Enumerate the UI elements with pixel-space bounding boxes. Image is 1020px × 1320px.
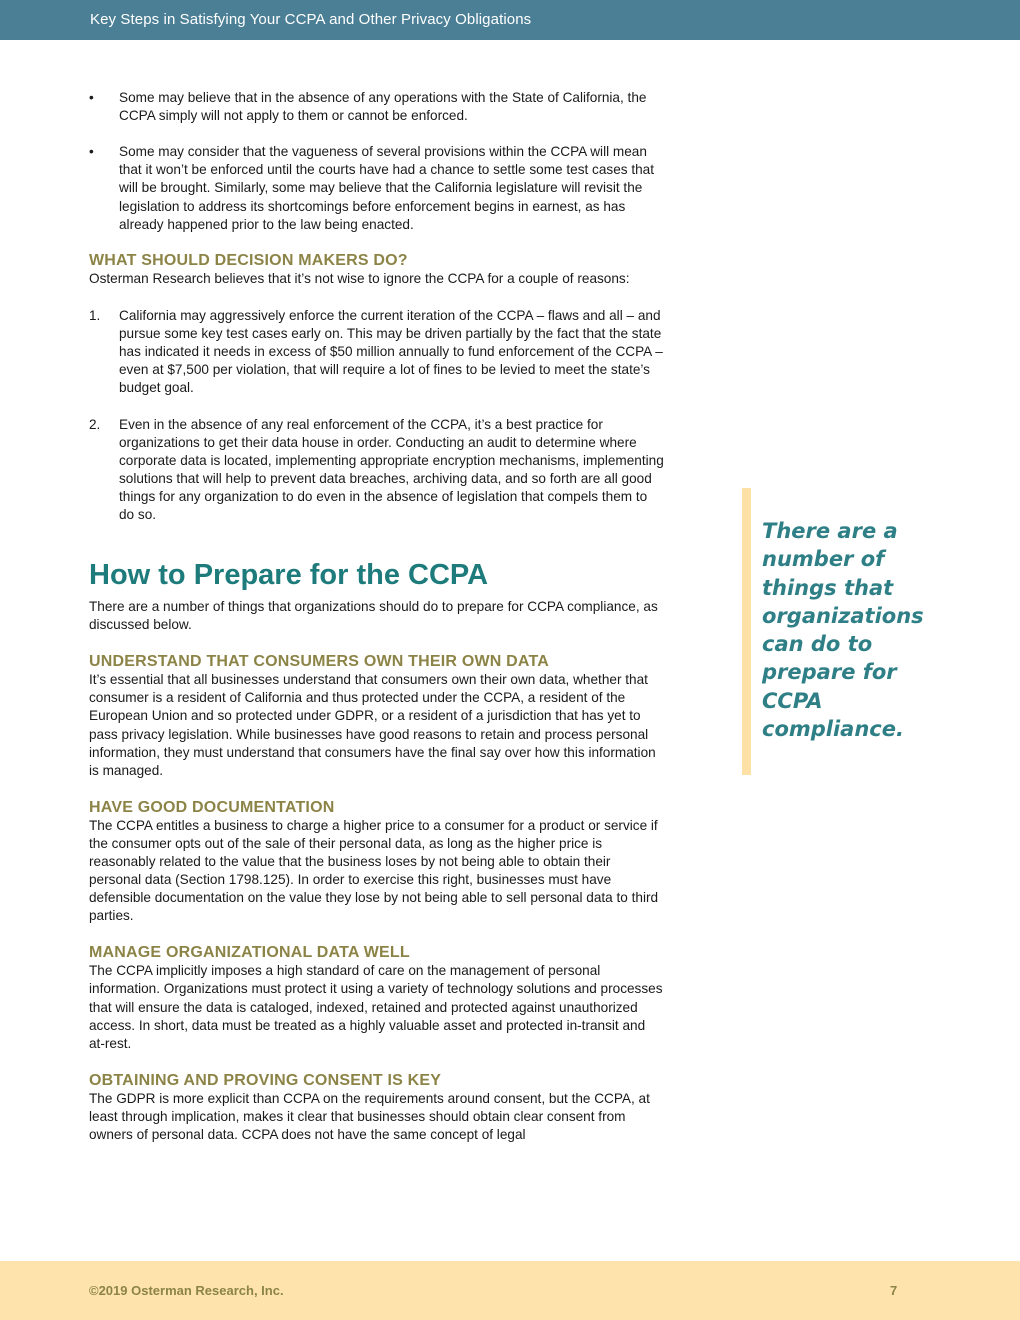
number-marker: 2. [89,416,101,432]
section-title: How to Prepare for the CCPA [89,559,489,592]
pull-quote-bar [742,488,751,775]
paragraph: The GDPR is more explicit than CCPA on the requirements around consent, but the CCPA, at least through implication, makes it clear that businesses should obtain clear consent from owners of personal data. CCPA does not have the same concept of legal [89,1090,650,1143]
header-bar [0,0,1020,40]
list-item-text: Some may believe that in the absence of any operations with the State of California, the CCPA simply will not apply to them or cannot be enforced. [119,90,647,124]
bullet-marker: • [89,144,94,160]
document-title: Key Steps in Satisfying Your CCPA and Other Privacy Obligations [90,11,532,28]
main-content [89,89,664,1144]
list-item-text: California may aggressively enforce the current iteration of the CCPA – flaws and all – and pursue some key test cases early on. This may be driven partially by the fact that the state has indicated it needs in excess of $50 million annually to fund enforcement of the CCPA – even at $7,500 per violation, that will require a lot of fines to be levied to meet the state’s budget goal. [119,307,663,396]
reasons-numbered-list [89,307,664,524]
pull-quote: There are a number of things that organizations can do to prepare for CCPA compliance. [762,519,924,742]
paragraph: Osterman Research believes that it’s not wise to ignore the CCPA for a couple of reasons: [89,270,630,286]
section-heading-consumers-own-data: UNDERSTAND THAT CONSUMERS OWN THEIR OWN DATA [89,653,550,671]
section-heading-manage-data: MANAGE ORGANIZATIONAL DATA WELL [89,944,410,962]
list-item-text: Some may consider that the vagueness of several provisions within the CCPA will mean that it won’t be enforced until the courts have had a chance to settle some test cases that will be brought. Similarly, some may believe that the California legislature will revisit the legislation to address its shortcomings before enforcement begins in earnest, as has already happened prior to the law being enacted. [119,144,655,232]
list-item [89,416,664,525]
list-item [89,89,664,125]
paragraph: The CCPA implicitly imposes a high standard of care on the management of personal information. Organizations must protect it using a variety of technology solutions and processes that will ensure the data is cataloged, indexed, retained and protected against unauthorized access. In short, data must be treated as a highly valuable asset and protected in-transit and at-rest. [89,963,663,1051]
paragraph: It’s essential that all businesses understand that consumers own their own data, whether that consumer is a resident of California and thus protected under the CCPA, a resident of the European Union and so protected under GDPR, or a resident of a jurisdiction that has yet to pass privacy legislation. While businesses have good reasons to retain and process personal information, they must understand that consumers have the final say over how this information is managed. [89,672,656,778]
bullet-marker: • [89,90,94,105]
paragraph: There are a number of things that organizations should do to prepare for CCPA compliance, as discussed below. [89,599,658,633]
footer-copyright: ©2019 Osterman Research, Inc. [89,1283,284,1298]
list-item [89,307,664,397]
paragraph: The CCPA entitles a business to charge a higher price to a consumer for a product or service if the consumer opts out of the sale of their personal data, as long as the higher price is reasonably related to the value that the business loses by not being able to obtain their personal data (Section 1798.125). In order to exercise this right, businesses must have defensible documentation on the value they lose by not being able to sell personal data to third parties. [89,817,659,924]
page-number: 7 [890,1283,898,1298]
section-heading-decision-makers: WHAT SHOULD DECISION MAKERS DO? [89,251,408,269]
list-item [89,143,664,233]
intro-bullet-list [89,89,664,234]
number-marker: 1. [89,307,101,323]
list-item-text: Even in the absence of any real enforcement of the CCPA, it’s a best practice for organizations to get their data house in order. Conducting an audit to determine where corporate data is located, implementing appropriate encryption mechanisms, implementing solutions that will help to prevent data breaches, archiving data, and so forth are all good things for any organization to do even in the absence of legislation that compels them to do so. [119,416,664,522]
section-heading-documentation: HAVE GOOD DOCUMENTATION [89,798,335,816]
section-heading-consent: OBTAINING AND PROVING CONSENT IS KEY [89,1071,442,1089]
